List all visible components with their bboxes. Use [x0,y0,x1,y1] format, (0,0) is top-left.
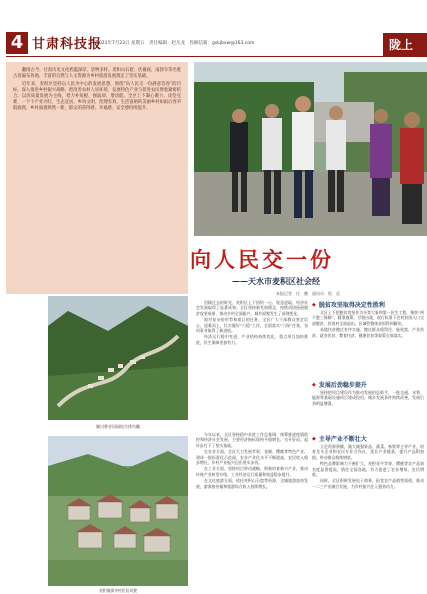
article-subtitle: ——天水市麦积区社会经 [232,276,320,286]
section-heading [312,380,367,389]
intro-paragraph: 翻阅古今，甘肃历史文化底蕴深厚，景物多样。麦积山石窟、伏羲庙、南郭寺等名胜古迹遍布各地，丰富的自然与人文资源为乡村旅游发展奠定了坚实基础。 [13,68,181,80]
bottom-photo [48,436,188,586]
column-paragraph: 在工业方面，坚持项目带动战略，积极培育新兴产业，推动传统产业转型升级，工业经济运行质量和效益稳步提升。 [196,466,308,477]
officials-village-image [194,62,427,236]
column-paragraph: 今年以来，全区坚持稳中求进工作总基调，统筹推进疫情防控和经济社会发展，主要经济指标保持平稳增长，为开好局、起好步打下了坚实基础。 [196,432,308,448]
header-info: 2021年7月23日 星期五 责任编辑：赵凡龙 投稿信箱：gskjbxw@163.com [96,41,255,46]
article-column-1b [196,432,308,588]
article-title: 向人民交一份 [190,248,334,272]
column-paragraph: 经济运行稳中有进，产业结构持续优化，重点项目加快推进，民生保障更加有力。 [196,334,308,345]
header-rule [6,56,386,57]
middle-photo-caption: 颍川香谷田园综合体鸟瞰 [96,424,140,429]
section-marker-icon: ◆ [312,435,316,442]
column-paragraph: 面对复杂的形势和艰巨的任务，全区广大干部群众坚定信心、迎难而上，扎实做好“六稳”工作，全面落实“六保”任务，各项事业取得了新进展。 [196,317,308,334]
bottom-photo-caption: 麦积镇街亭村民居风貌 [99,588,137,593]
newspaper-name: 甘肃科技报 [32,37,103,52]
column-paragraph: 在农业方面，全区大力发展苹果、花椒、樱桃等特色产业，建成一批标准化示范园，农业产业化水平不断提高，农民收入稳步增长，乡村产业振兴迈出坚实步伐。 [196,449,308,466]
section-marker-icon: ◆ [312,301,316,308]
village-image [48,436,188,586]
article-column-1 [196,300,308,424]
section-heading-text: 发展后劲稳步提升 [318,382,367,389]
column-paragraph: 立足资源禀赋，做大做强果品、蔬菜、畜牧等主导产业，培育龙头企业和农民专业合作社，延长产业链条，提升产品附加值，带动群众持续增收。 [312,444,424,460]
page-number: 4 [6,32,28,54]
intro-box [6,62,188,294]
column-paragraph: 在文化旅游方面，依托麦积山石窟等资源，全域旅游加快发展，游客接待量和旅游综合收入持续增长。 [196,478,308,489]
section-heading [312,300,385,309]
section-heading-text: 主导产业不断壮大 [318,436,367,443]
article-column-2b [312,390,424,430]
middle-photo [48,296,188,420]
byline: 本报记者 任 鹏 通讯员 程 虎 [276,291,340,296]
section-marker-icon: ◆ [312,381,316,388]
column-paragraph: 同时，全区积极发展电子商务，拓宽农产品销售渠道，推动一二三产业融合发展，为乡村振兴注入强劲动力。 [312,478,424,489]
column-paragraph: 特色品牌影响力不断扩大，麦积花牛苹果、樱桃等农产品知名度显著提高，销往全国各地，有力促进了农业增效、农民增收。 [312,461,424,478]
top-photo [194,62,427,236]
section-heading-text: 脱贫攻坚取得决定性胜利 [318,302,385,309]
column-paragraph: 回顾过去的时光，麦积区上下团结一心、锐意进取，经济社会发展取得了显著成效。全区坚持新发展理念，持续巩固拓展脱贫攻坚成果，推动乡村全面振兴，城乡面貌发生了深刻变化。 [196,300,308,316]
section-heading [312,434,367,443]
article-column-2c [312,444,424,588]
page-header [0,0,427,56]
column-paragraph: 全区上下把脱贫攻坚作为头等大事和第一民生工程，聚焦“两不愁三保障”，精准施策，尽锐出战，现行标准下农村贫困人口全部脱贫，贫困村全部退出，区域性整体贫困得到解决。 [312,310,424,326]
column-paragraph: 坚持把项目建设作为推动发展的总抓手，一批交通、水利、能源等基础设施项目建成投用，城乡发展条件持续改善，发展后劲明显增强。 [312,390,424,406]
article-column-2 [312,310,424,376]
intro-paragraph: 近年来，麦积区坚持以人民为中心的发展思想，围绕“向人民交一份满意答卷”的目标，深入推进乡村振兴战略，把改善农村人居环境、发展特色产业与促进农民增收紧密结合，以高质量发展为主线，着力补短板、强弱项、增动能。全区上下凝心聚力、攻坚克难，一个个产业兴旺、生态宜居、乡风文明、治理有效、生活富裕的美丽乡村如雨后春笋般涌现，乡村面貌焕然一新，群众的获得感、幸福感、安全感持续提升。 [13,82,181,112]
mountain-valley-image [48,296,188,420]
section-tab: 陇上 [383,33,427,57]
column-paragraph: 易地扶贫搬迁有序实施，搬迁群众稳得住、能致富，产业扶贫、就业扶贫、教育扶贫、健康扶贫等政策全面落实。 [312,327,424,338]
